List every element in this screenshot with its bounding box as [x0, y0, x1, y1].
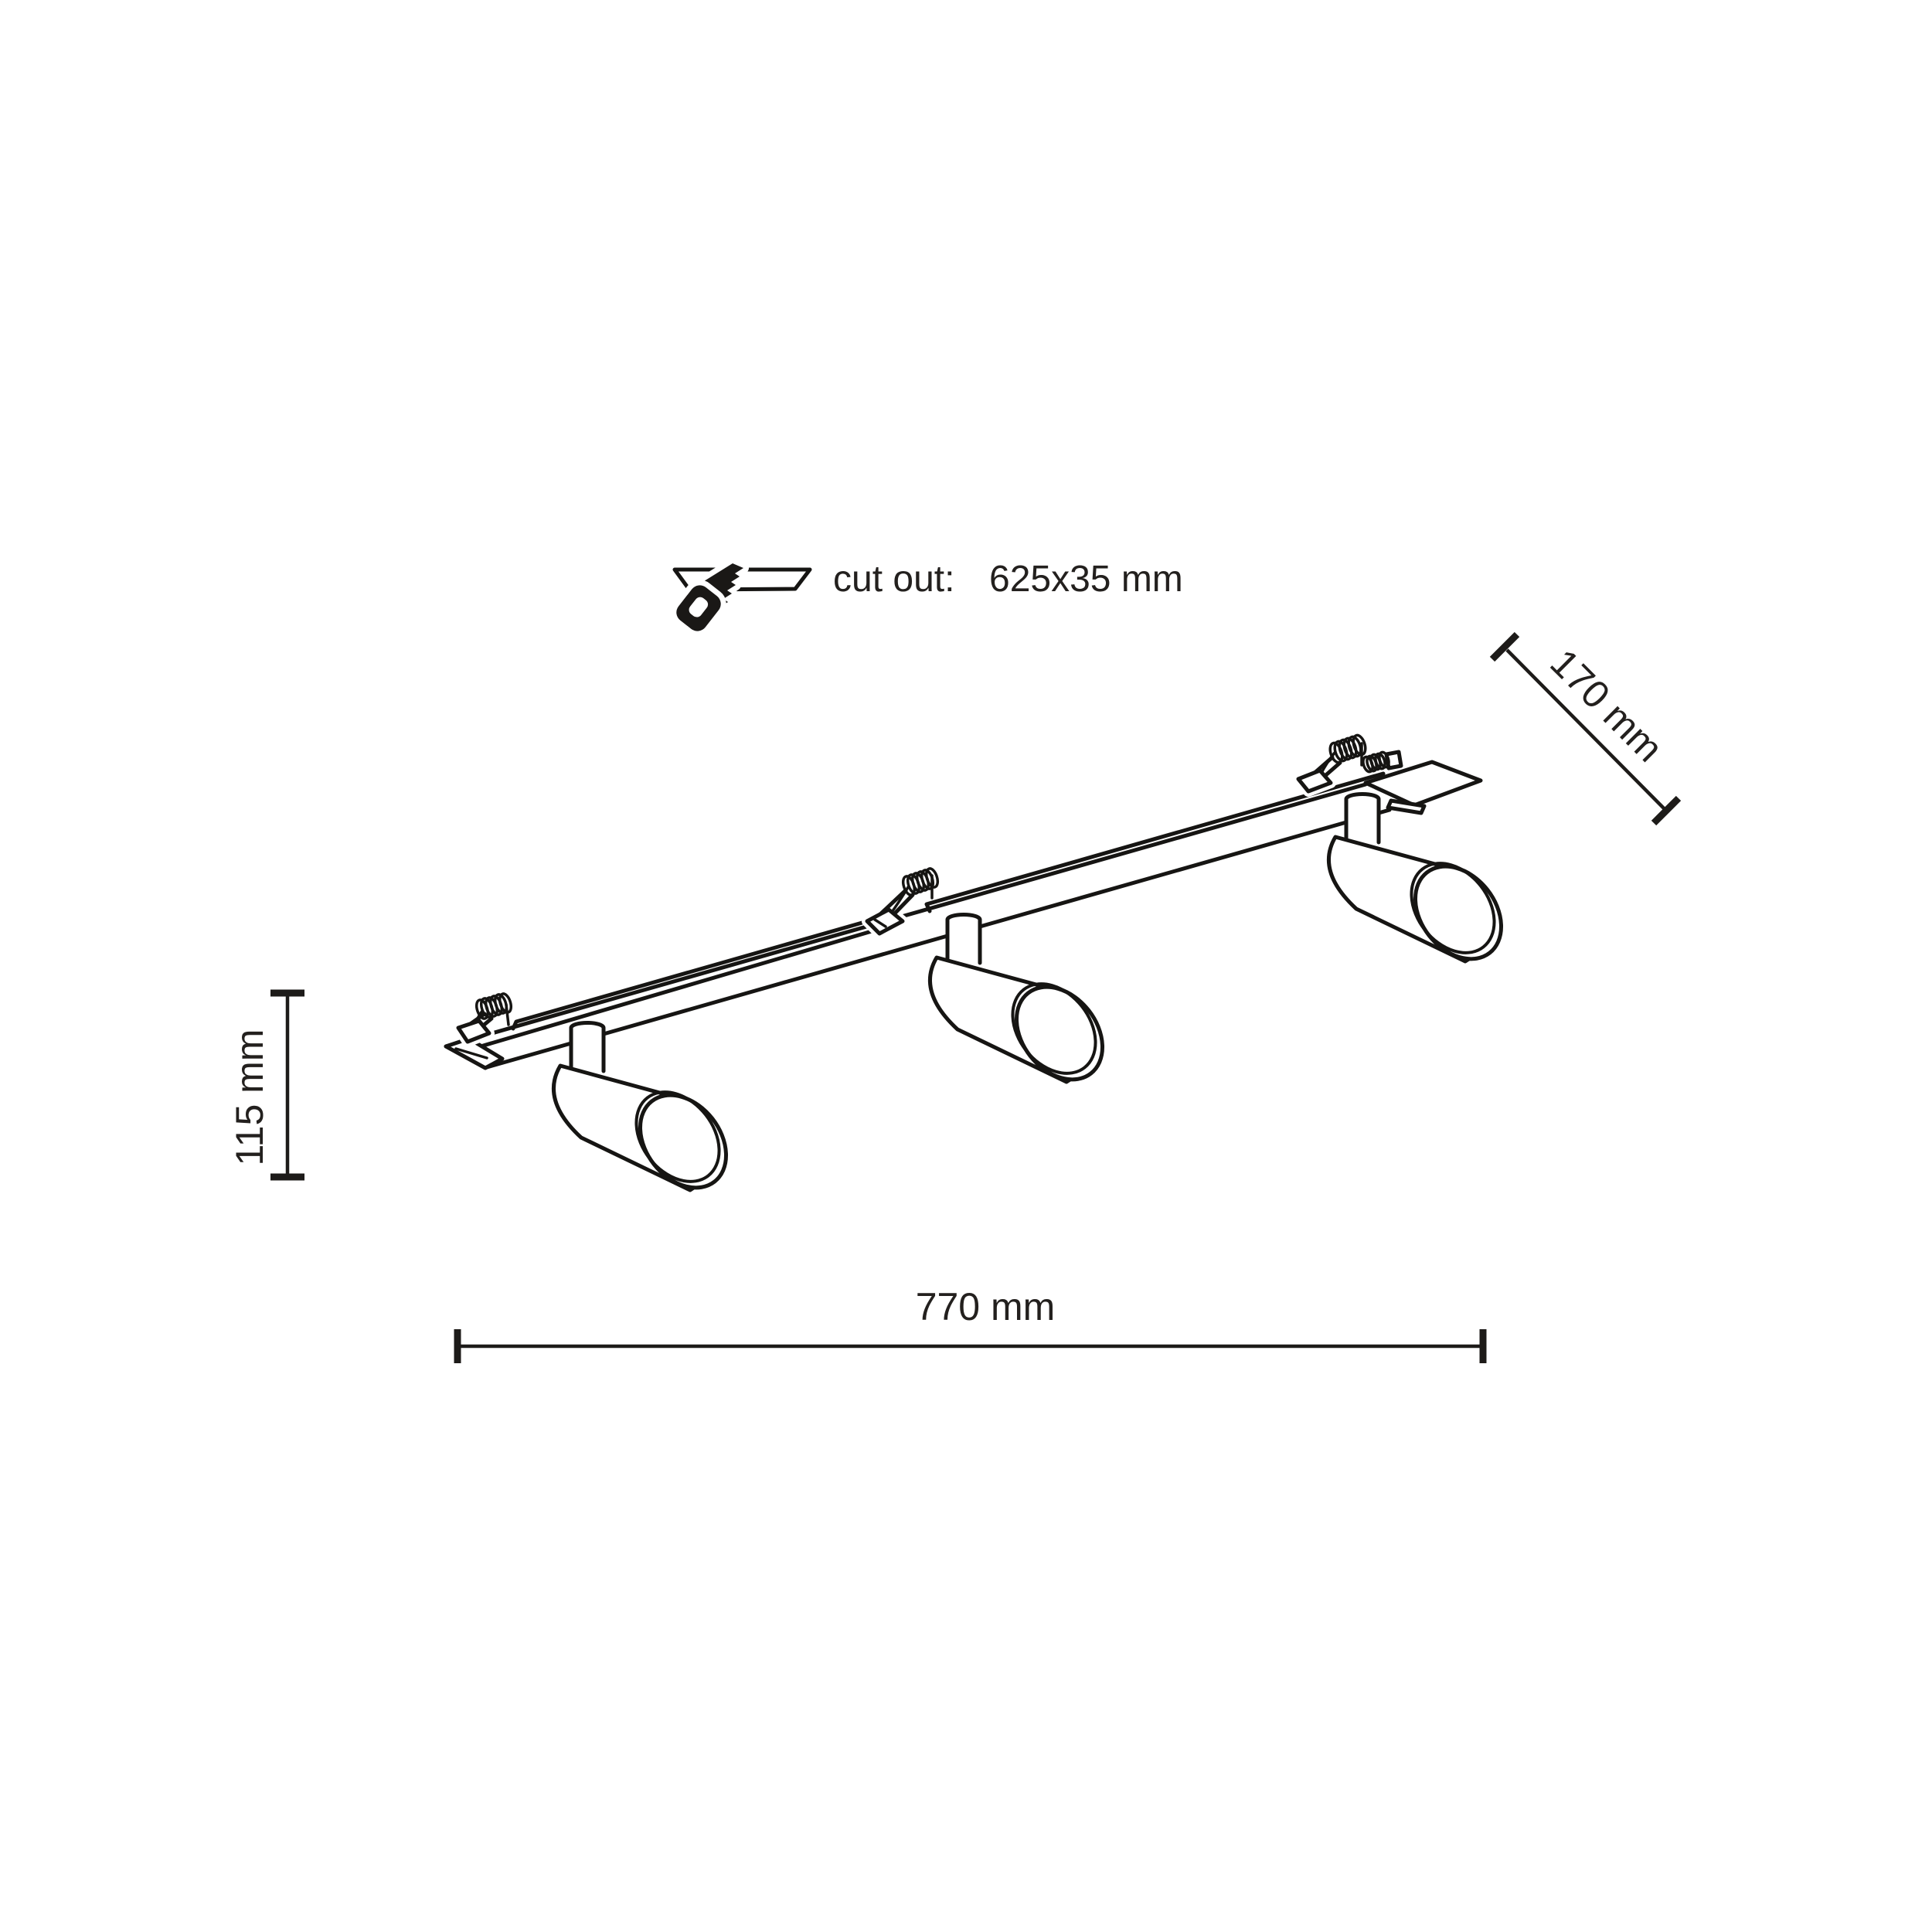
rail-near-edge: [446, 784, 1366, 1046]
dim-depth: [1492, 634, 1679, 823]
fixture-drawing: [446, 729, 1519, 1204]
dim-height: [228, 993, 304, 1177]
rail-lip-edge: [487, 810, 1389, 1067]
cutout-value: 625x35 mm: [989, 559, 1183, 600]
cutout-note: [672, 559, 1183, 635]
spotlight-1: [553, 1023, 743, 1205]
mounting-clip-1: [458, 987, 520, 1042]
dim-depth-label: 170 mm: [1542, 641, 1672, 770]
spring-coil-small-icon: [1362, 751, 1401, 773]
spotlight-2: [930, 915, 1120, 1097]
cutout-label: cut out:: [833, 559, 955, 600]
dim-height-label: 115 mm: [228, 1029, 271, 1166]
dim-length-label: 770 mm: [915, 1285, 1056, 1328]
mounting-clip-2: [867, 862, 946, 934]
saw-icon: [672, 563, 743, 635]
spotlight-3: [1328, 794, 1519, 976]
dim-length: [457, 1285, 1483, 1363]
rail-slot-edge: [481, 931, 872, 1046]
